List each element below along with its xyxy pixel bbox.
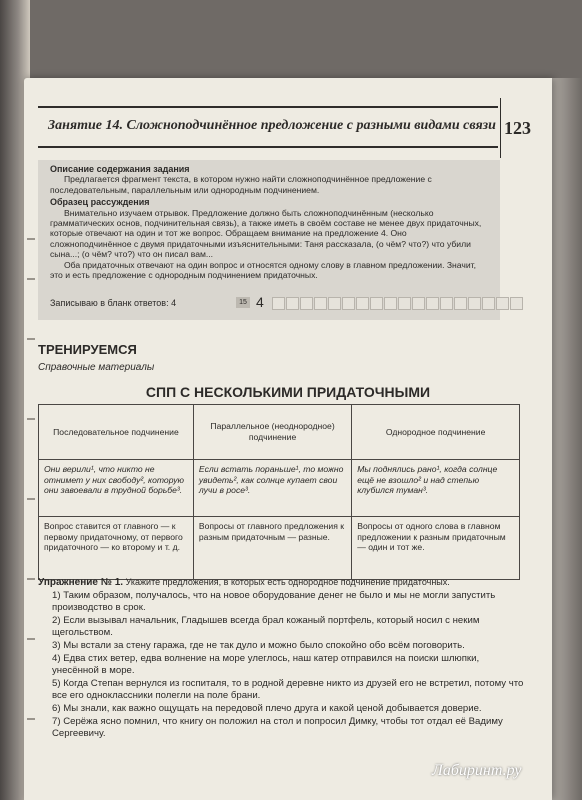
table-title: СПП С НЕСКОЛЬКИМИ ПРИДАТОЧНЫМИ — [145, 384, 431, 400]
answer-value: 4 — [256, 294, 264, 310]
example-sequential: Они верили¹, что никто не отнимет у них свободу², которую они завоевали в трудной борьбе³. — [39, 460, 194, 517]
answer-number-box: 15 — [236, 297, 250, 308]
rule-sequential: Вопрос ставится от главного — к первому придаточному, от первого придаточного — ко второму и т. д. — [39, 517, 194, 580]
watermark: Лабиринт.ру — [432, 762, 522, 779]
spp-table — [38, 404, 520, 580]
lesson-header — [38, 106, 498, 148]
list-item: 1) Таким образом, получалось, что на новое оборудование денег не было и мы не могли запустить производство в срок. — [52, 589, 496, 614]
exercise-label: Упражнение № 1. — [38, 577, 124, 588]
list-item: 6) Мы знали, как важно ощущать на передовой плечо друга и какой ценой добывается доверие. — [52, 702, 482, 714]
rule-homogeneous: Вопросы от одного слова в главном предложении к разным придаточным — один и тот же. — [352, 517, 520, 580]
sample-paragraph-2: Оба придаточных отвечают на один вопрос и относятся одному слову в главном предложении. Значит, это и есть предложение с однородным подчинением придаточных. — [50, 259, 477, 281]
exercise-instruction: Укажите предложения, в которых есть однородное подчинение придаточных. — [125, 577, 450, 587]
exercise-1 — [38, 576, 526, 741]
book-page — [24, 78, 552, 800]
header-parallel: Параллельное (неоднородное) подчинение — [193, 405, 351, 460]
list-item: 5) Когда Степан вернулся из госпиталя, то в родной деревне никто из друзей его не встретил, потому что все его одноклассники полегли на поле брани. — [52, 677, 524, 702]
answer-cells — [272, 297, 524, 310]
list-item: 7) Серёжа ясно помнил, что книгу он положил на стол и попросил Димку, чтобы тот отдал её Вадиму Сергеевичу. — [52, 715, 503, 740]
answer-label: Записываю в бланк ответов: 4 — [50, 298, 177, 308]
list-item: 4) Едва стих ветер, едва волнение на море улеглось, наш катер отправился на поиски шлюпки, унесённой в море. — [52, 652, 480, 677]
header-divider — [500, 98, 501, 158]
example-parallel: Если встать пораньше¹, то можно увидеть², как солнце купает свои лучи в росе³. — [193, 460, 351, 517]
header-sequential: Последовательное подчинение — [39, 405, 194, 460]
sample-heading: Образец рассуждения — [50, 197, 150, 208]
header-homogeneous: Однородное подчинение — [352, 405, 520, 460]
example-homogeneous: Мы поднялись рано¹, когда солнце ещё не взошло² и над степью клубился туман³. — [352, 460, 520, 517]
table-rules-row — [39, 517, 520, 580]
description-text: Предлагается фрагмент текста, в котором нужно найти сложноподчинённое предложение с последовательным, параллельным или однородным подчинением. — [50, 174, 432, 195]
left-margin-marks — [24, 78, 38, 800]
lesson-title: Занятие 14. Сложноподчинённое предложение с разными видами связи — [48, 118, 496, 133]
section-title: ТРЕНИРУЕМСЯ — [38, 342, 137, 357]
description-heading: Описание содержания задания — [50, 164, 190, 174]
page-edge — [548, 78, 582, 800]
table-header-row — [39, 405, 520, 460]
answer-row — [50, 296, 490, 310]
rule-parallel: Вопросы от главного предложения к разным придаточным — разные. — [193, 517, 351, 580]
task-description — [50, 164, 490, 280]
sample-paragraph-1: Внимательно изучаем отрывок. Предложение должно быть сложноподчинённым (несколько грамматических основ, подчинительная связь), а также иметь в своём составе не менее двух придаточных, которые отвечают на один и тот же вопрос. Обращаем внимание на предложение 4. Оно сложноподчинённое с двумя придаточными изъяснительными: Таня рассказала, (о чём? что?) что убили сына...; (о чём? что?) что он писал вам... — [50, 207, 482, 260]
page-number: 123 — [504, 118, 531, 138]
list-item: 2) Если вызывал начальник, Гладышев всегда брал кожаный портфель, который носил с неким щегольством. — [52, 614, 480, 639]
reference-label: Справочные материалы — [38, 362, 155, 373]
list-item: 3) Мы встали за стену гаража, где не так дуло и можно было спокойно обо всём поговорить. — [52, 639, 465, 651]
table-examples-row — [39, 460, 520, 517]
exercise-heading — [38, 576, 526, 590]
